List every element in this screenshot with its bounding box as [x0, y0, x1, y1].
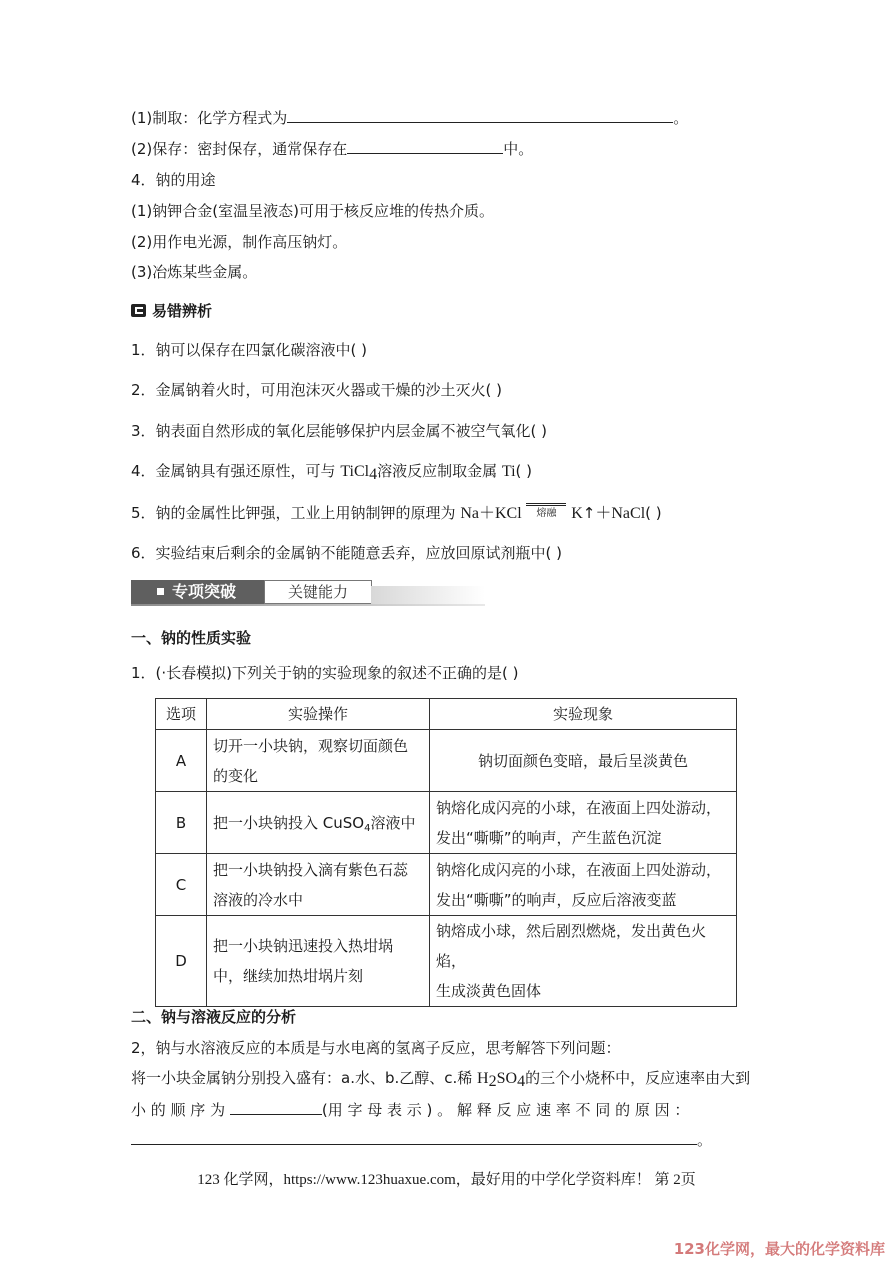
- section2-question: 2，钠与水溶液反应的本质是与水电离的氢离子反应，思考解答下列问题：: [131, 1039, 621, 1057]
- square-icon: [157, 588, 164, 595]
- prep-zhiqu-end: 。: [673, 109, 689, 127]
- phenomenon-line: 发出“嘶嘶”的响声，产生蓝色沉淀: [436, 828, 662, 847]
- arrow-up-icon: ↑: [582, 504, 596, 522]
- operation-line: 中，继续加热坩埚片刻: [213, 967, 364, 985]
- phenomenon-cell: [430, 854, 737, 916]
- option-cell: D: [156, 916, 207, 1007]
- prep-baocun-text: (2)保存：密封保存，通常保存在: [131, 140, 348, 158]
- errors-tag-label: 易错辨析: [152, 302, 213, 320]
- question-text: 。: [697, 1131, 713, 1149]
- operation-line: 把一小块钠迅速投入热坩埚: [213, 937, 394, 955]
- option-cell: A: [156, 730, 207, 792]
- error-question: 2．金属钠着火时，可用泡沫灭火器或干燥的沙土灭火( ): [131, 381, 503, 399]
- operation-line: 的变化: [213, 766, 259, 785]
- prep-zhiqu-line: [131, 108, 688, 128]
- operation-line: 溶液的冷水中: [213, 890, 304, 909]
- watermark: 123化学网，最大的化学资料库: [673, 1240, 885, 1258]
- question-text: (用 字 母 表 示 ) 。 解 释 反 应 速 率 不 同 的 原 因 ：: [321, 1101, 690, 1119]
- phenomenon-line: 钠熔成小球，然后剧烈燃烧，发出黄色火焰，: [436, 922, 707, 970]
- operation-line: 溶液中: [370, 813, 416, 832]
- q5-text: 5．钠的金属性比钾强，工业上用钠制钾的原理为: [131, 504, 461, 522]
- table-header: 实验现象: [430, 699, 737, 730]
- answer-blank[interactable]: [287, 108, 673, 123]
- formula: H: [477, 1070, 489, 1087]
- answer-blank[interactable]: [347, 139, 503, 154]
- table-row: [156, 854, 737, 916]
- operation-cell: [207, 730, 430, 792]
- section-title: 一、钠的性质实验: [131, 629, 252, 647]
- phenomenon-line: 钠熔化成闪亮的小球，在液面上四处游动，: [436, 860, 722, 879]
- answer-blank[interactable]: [131, 1130, 697, 1145]
- phenomenon-cell: [430, 916, 737, 1007]
- operation-line: 切开一小块钠，观察切面颜色: [213, 736, 409, 755]
- fusion-condition: [526, 508, 566, 520]
- error-question: [131, 461, 532, 482]
- section-banner: [131, 580, 485, 606]
- section-title: 二、钠与溶液反应的分析: [131, 1008, 297, 1026]
- formula: SO: [496, 1070, 518, 1087]
- question-text: 将一小块金属钠分别投入盛有：a.水、b.乙醇、c.稀: [131, 1069, 478, 1087]
- banner-underline: [131, 604, 485, 606]
- table-row: [156, 730, 737, 792]
- formula-subscript: 4: [517, 1073, 526, 1090]
- uses-item: (3)冶炼某些金属。: [131, 263, 258, 281]
- formula: Ti: [501, 463, 516, 480]
- option-cell: C: [156, 854, 207, 916]
- phenomenon-line: 钠熔化成闪亮的小球，在液面上四处游动，: [436, 798, 722, 817]
- errors-tag: [131, 301, 212, 321]
- answer-blank[interactable]: [230, 1100, 322, 1115]
- section1-question: 1．(·长春模拟)下列关于钠的实验现象的叙述不正确的是( ): [131, 664, 519, 682]
- table-row: [156, 916, 737, 1007]
- operation-cell: [207, 916, 430, 1007]
- question-text: 的三个小烧杯中，反应速率由大到: [525, 1069, 751, 1087]
- q4-text: 4．金属钠具有强还原性，可与: [131, 462, 341, 480]
- uses-item: (2)用作电光源，制作高压钠灯。: [131, 233, 348, 251]
- phenomenon-cell: [430, 792, 737, 854]
- formula: Na＋KCl: [460, 505, 522, 522]
- uses-item: (1)钠钾合金(室温呈液态)可用于核反应堆的传热介质。: [131, 202, 494, 220]
- operation-cell: [207, 854, 430, 916]
- banner-fade: [371, 586, 485, 604]
- phenomenon-line: 钠切面颜色变暗，最后呈淡黄色: [477, 751, 688, 770]
- q5-bracket: ( ): [645, 504, 662, 522]
- table-header-row: [156, 699, 737, 730]
- error-question: 6．实验结束后剩余的金属钠不能随意丢弃，应放回原试剂瓶中( ): [131, 544, 563, 562]
- phenomenon-cell: [430, 730, 737, 792]
- formula: TiCl: [340, 463, 370, 480]
- error-question: 3．钠表面自然形成的氧化层能够保护内层金属不被空气氧化( ): [131, 422, 548, 440]
- error-question: [131, 503, 662, 524]
- question-text: 小 的 顺 序 为: [131, 1101, 226, 1119]
- page-footer: 123 化学网，https://www.123huaxue.com，最好用的中学化学资料库！ 第 2页: [197, 1172, 696, 1188]
- prep-baocun-end: 中。: [503, 140, 534, 158]
- q4-text: 溶液反应制取金属: [377, 462, 502, 480]
- table-row: [156, 792, 737, 854]
- formula: K: [571, 505, 583, 522]
- prep-zhiqu-text: (1)制取：化学方程式为: [131, 109, 288, 127]
- prep-baocun-line: [131, 139, 533, 159]
- formula-subscript: 4: [369, 466, 378, 483]
- banner-secondary: 关键能力: [264, 580, 372, 604]
- uses-heading: 4．钠的用途: [131, 171, 216, 189]
- formula: ＋NaCl: [595, 505, 646, 522]
- formula-subscript: 2: [488, 1073, 497, 1090]
- table-header: 选项: [156, 699, 207, 730]
- section2-question: [131, 1068, 750, 1089]
- banner-primary: [131, 580, 264, 604]
- section2-question: [131, 1100, 689, 1120]
- experiment-table: [155, 698, 737, 1007]
- phenomenon-line: 发出“嘶嘶”的响声，反应后溶液变蓝: [436, 890, 677, 909]
- banner-primary-label: 专项突破: [172, 582, 237, 601]
- q4-bracket: ( ): [515, 462, 533, 480]
- phenomenon-line: 生成淡黄色固体: [436, 982, 542, 1000]
- operation-line: 把一小块钠投入滴有紫色石蕊: [213, 860, 409, 879]
- formula-subscript: 4: [364, 822, 371, 834]
- table-header: 实验操作: [207, 699, 430, 730]
- section2-answer-line: [131, 1130, 712, 1150]
- option-cell: B: [156, 792, 207, 854]
- error-question: 1．钠可以保存在四氯化碳溶液中( ): [131, 341, 368, 359]
- operation-cell: [207, 792, 430, 854]
- tag-icon: [131, 304, 146, 317]
- fusion-label: 熔融: [536, 508, 557, 519]
- operation-line: 把一小块钠投入 CuSO: [213, 813, 365, 832]
